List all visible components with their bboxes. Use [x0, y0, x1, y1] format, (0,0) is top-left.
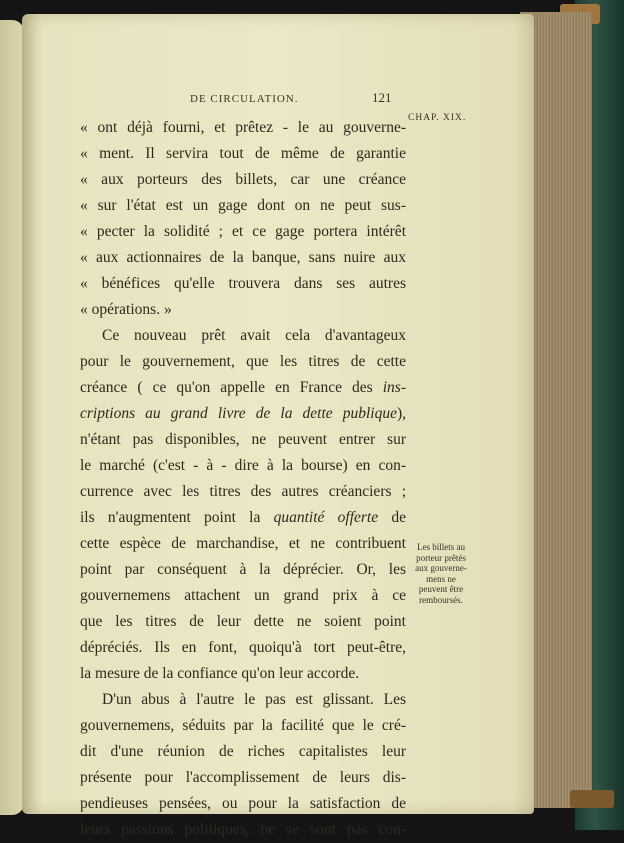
text-line: dit d'une réunion de riches capitalistes leur [80, 743, 406, 760]
text-line: la mesure de la confiance qu'on leur accorde. [80, 665, 360, 682]
previous-page-edge [0, 20, 24, 815]
text-line: « aux porteurs des billets, car une créance [80, 171, 406, 188]
italic-segment: ins- [382, 379, 406, 396]
text-line: gouvernemens attachent un grand prix à ce [80, 587, 406, 604]
text-line: pour le gouvernement, que les titres de cette [80, 353, 406, 370]
text-line: cette espèce de marchandise, et ne contribuent [80, 535, 406, 552]
text-line: « sur l'état est un gage dont on ne peut sus- [80, 197, 406, 214]
margin-note-line: Les billets au [417, 542, 465, 552]
running-title: DE CIRCULATION. [190, 93, 299, 105]
text-line: « opérations. » [80, 301, 172, 318]
text-line: gouvernemens, séduits par la facilité que le cré- [80, 717, 406, 734]
text-line [80, 401, 406, 427]
page-number: 121 [372, 90, 392, 105]
text-line [80, 505, 406, 531]
italic-segment: quantité offerte [273, 509, 379, 526]
text-line: n'étant pas disponibles, ne peuvent entrer sur [80, 431, 406, 448]
text-line: pendieuses pensées, ou pour la satisfaction de [80, 795, 406, 812]
chapter-label: CHAP. XIX. [408, 113, 467, 123]
text-line: « ont déjà fourni, et prêtez - le au gouverne- [80, 119, 406, 136]
text-line: currence avec les titres des autres créanciers ; [80, 483, 406, 500]
text-line: que les titres de leur dette ne soient point [80, 613, 406, 630]
margin-note-line: remboursés. [419, 594, 463, 605]
text-line: « bénéfices qu'elle trouvera dans ses autres [80, 275, 406, 292]
margin-note-line: porteur prêtés [416, 552, 466, 563]
text-segment: de [378, 509, 406, 526]
page-stack-bottom [570, 790, 614, 808]
text-line: dépréciés. Ils en font, quoiqu'à tort peut-être, [80, 639, 406, 656]
italic-segment: criptions au grand livre de la dette publique [80, 405, 397, 422]
text-line: leurs passions politiques, ne se sont pas con- [80, 821, 406, 838]
text-line: « pecter la solidité ; et ce gage portera intérêt [80, 223, 406, 240]
margin-note-line: peuvent être [418, 584, 464, 594]
margin-note-line: aux gouverne- [415, 563, 467, 573]
page-header [0, 89, 624, 123]
text-line: Ce nouveau prêt avait cela d'avantageux [102, 327, 406, 344]
margin-note-line: mens ne [426, 573, 456, 584]
text-line: « aux actionnaires de la banque, sans nuire aux [80, 249, 406, 266]
margin-note [410, 542, 472, 605]
text-line: D'un abus à l'autre le pas est glissant. Les [102, 691, 406, 708]
text-line: « ment. Il servira tout de même de garantie [80, 145, 406, 162]
text-segment: ), [396, 405, 406, 422]
body-text [80, 115, 406, 843]
text-line: présente pour l'accomplissement de leurs dis- [80, 769, 406, 786]
text-line: point par conséquent à la déprécier. Or, les [80, 561, 406, 578]
text-segment: créance ( ce qu'on appelle en France des [80, 379, 383, 396]
text-line: le marché (c'est - à - dire à la bourse) en con- [80, 457, 406, 474]
text-line [80, 375, 406, 401]
text-segment: ils n'augmentent point la [80, 509, 274, 526]
